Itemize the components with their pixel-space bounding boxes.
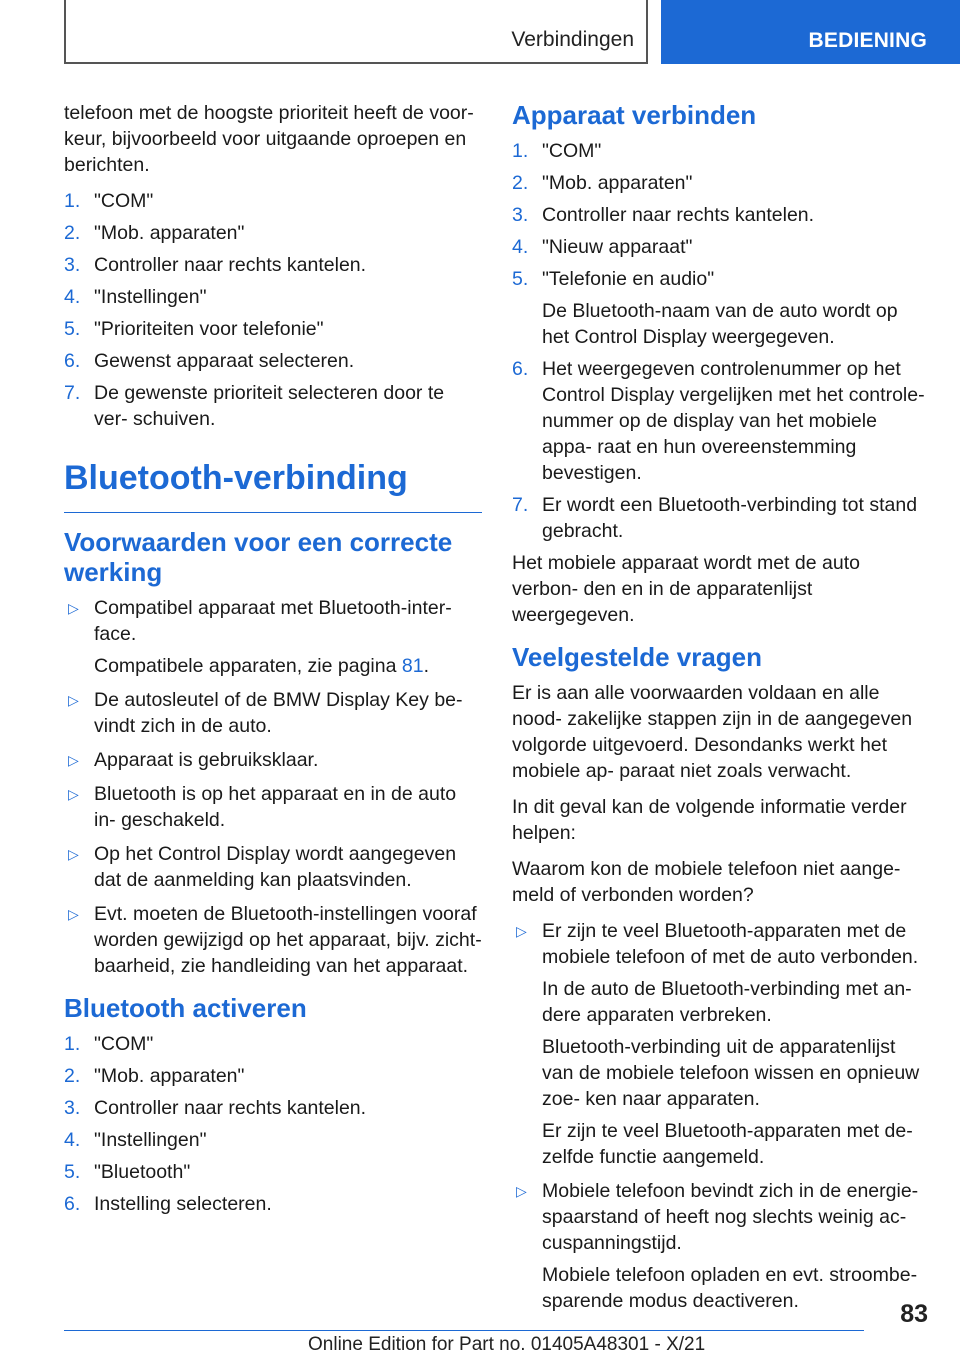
page-link[interactable]: 81 xyxy=(401,655,424,677)
item-subtext: Bluetooth-verbinding uit de apparatenlijst van de mobiele telefoon wissen en opnieuw zoe- ken naar apparaten. xyxy=(542,1036,920,1110)
list-item xyxy=(64,348,482,374)
item-text: Apparaat is gebruiksklaar. xyxy=(94,749,319,771)
triangle-bullet-icon: ▷ xyxy=(68,752,79,768)
list-item xyxy=(512,1178,928,1314)
step-text: "Instellingen" xyxy=(94,1129,207,1151)
step-text: "COM" xyxy=(542,140,602,162)
list-item xyxy=(512,918,928,1170)
list-item xyxy=(512,170,928,196)
step-text: "Mob. apparaten" xyxy=(542,172,693,194)
activate-steps-list xyxy=(64,1031,482,1217)
list-item xyxy=(512,138,928,164)
left-column xyxy=(64,100,482,1223)
list-item xyxy=(64,1159,482,1185)
list-item xyxy=(64,284,482,310)
step-text: Controller naar rechts kantelen. xyxy=(94,254,367,276)
header-section-title: Verbindingen xyxy=(511,28,634,51)
section-heading-bluetooth: Bluetooth-verbinding xyxy=(64,456,482,513)
list-item xyxy=(64,841,482,893)
step-number: 4. xyxy=(512,236,529,258)
step-text: "Telefonie en audio" xyxy=(542,268,715,290)
list-item xyxy=(64,1095,482,1121)
item-text: Compatibel apparaat met Bluetooth-inter- face. xyxy=(94,597,452,645)
priority-steps-list xyxy=(64,188,482,432)
triangle-bullet-icon: ▷ xyxy=(68,600,79,616)
subheading-activate: Bluetooth activeren xyxy=(64,993,307,1023)
list-item xyxy=(64,220,482,246)
step-number: 6. xyxy=(64,350,81,372)
item-text: Bluetooth is op het apparaat en in de auto in- geschakeld. xyxy=(94,783,457,831)
step-number: 1. xyxy=(512,140,529,162)
item-text: Mobiele telefoon bevindt zich in de energie- spaarstand of heeft nog slechts weinig ac- cuspanningstijd. xyxy=(542,1180,919,1254)
list-item xyxy=(64,188,482,214)
list-item xyxy=(64,380,482,432)
subheading-prerequisites: Voorwaarden voor een correcte werking xyxy=(64,527,453,587)
list-item xyxy=(64,687,482,739)
step-text: "COM" xyxy=(94,1033,154,1055)
faq-help-paragraph: In dit geval kan de volgende informatie verder helpen: xyxy=(512,796,907,844)
step-text: Controller naar rechts kantelen. xyxy=(94,1097,367,1119)
triangle-bullet-icon: ▷ xyxy=(68,692,79,708)
step-number: 3. xyxy=(512,204,529,226)
item-text: De autosleutel of de BMW Display Key be- vindt zich in de auto. xyxy=(94,689,463,737)
right-column xyxy=(512,100,928,1322)
step-text: "Mob. apparaten" xyxy=(94,1065,245,1087)
step-text: Controller naar rechts kantelen. xyxy=(542,204,815,226)
step-text: De gewenste prioriteit selecteren door te ver- schuiven. xyxy=(94,382,445,430)
page-number: 83 xyxy=(900,1300,928,1328)
faq-intro-paragraph: Er is aan alle voorwaarden voldaan en alle nood- zakelijke stappen zijn in de aangegeven volgorde uitgevoerd. Desondanks werkt het mobiele ap- paraat niet zoals verwacht. xyxy=(512,682,913,782)
step-text: "Prioriteiten voor telefonie" xyxy=(94,318,324,340)
step-number: 7. xyxy=(512,494,529,516)
triangle-bullet-icon: ▷ xyxy=(68,786,79,802)
step-text: Het weergegeven controlenummer op het Control Display vergelijken met het controle- nummer op de display van het mobiele appa- raat en hun overeenstemming bevestigen. xyxy=(542,358,925,484)
list-item xyxy=(512,266,928,350)
step-text: Er wordt een Bluetooth-verbinding tot stand gebracht. xyxy=(542,494,918,542)
triangle-bullet-icon: ▷ xyxy=(516,1183,527,1199)
list-item xyxy=(64,747,482,773)
item-subtext: Mobiele telefoon opladen en evt. stroombe- sparende modus deactiveren. xyxy=(542,1264,918,1312)
step-number: 1. xyxy=(64,190,81,212)
item-subtext: Er zijn te veel Bluetooth-apparaten met de- zelfde functie aangemeld. xyxy=(542,1120,913,1168)
step-number: 2. xyxy=(64,222,81,244)
list-item xyxy=(64,781,482,833)
item-text: Op het Control Display wordt aangegeven dat de aanmelding kan plaatsvinden. xyxy=(94,843,457,891)
step-text: "COM" xyxy=(94,190,154,212)
step-text: Instelling selecteren. xyxy=(94,1193,272,1215)
list-item xyxy=(64,1031,482,1057)
step-number: 5. xyxy=(64,318,81,340)
subtext-end: . xyxy=(423,655,430,677)
connect-result-paragraph: Het mobiele apparaat wordt met de auto verbon- den en in de apparatenlijst weergegeven. xyxy=(512,552,860,626)
step-text: Gewenst apparaat selecteren. xyxy=(94,350,355,372)
step-text: "Bluetooth" xyxy=(94,1161,191,1183)
item-subtext: In de auto de Bluetooth-verbinding met an- dere apparaten verbreken. xyxy=(542,978,912,1026)
step-number: 5. xyxy=(64,1161,81,1183)
list-item xyxy=(64,901,482,979)
subtext-body: Compatibele apparaten, zie pagina xyxy=(94,655,402,677)
triangle-bullet-icon: ▷ xyxy=(516,923,527,939)
step-number: 4. xyxy=(64,286,81,308)
list-item xyxy=(64,1063,482,1089)
step-text: "Nieuw apparaat" xyxy=(542,236,693,258)
list-item xyxy=(64,595,482,679)
step-number: 4. xyxy=(64,1129,81,1151)
header-chapter-title: BEDIENING xyxy=(808,29,927,52)
header-chapter-tab xyxy=(661,0,960,64)
list-item xyxy=(512,234,928,260)
triangle-bullet-icon: ▷ xyxy=(68,846,79,862)
faq-question-paragraph: Waarom kon de mobiele telefoon niet aange- meld of verbonden worden? xyxy=(512,858,901,906)
step-text: "Mob. apparaten" xyxy=(94,222,245,244)
step-number: 3. xyxy=(64,254,81,276)
list-item xyxy=(512,356,928,486)
list-item xyxy=(64,1127,482,1153)
step-subtext: De Bluetooth-naam van de auto wordt op het Control Display weergegeven. xyxy=(542,300,898,348)
list-item xyxy=(64,316,482,342)
step-number: 2. xyxy=(512,172,529,194)
prerequisites-list xyxy=(64,595,482,979)
subheading-connect: Apparaat verbinden xyxy=(512,100,757,130)
connect-steps-list xyxy=(512,138,928,544)
item-text: Er zijn te veel Bluetooth-apparaten met de mobiele telefoon of met de auto verbonden. xyxy=(542,920,919,968)
list-item xyxy=(512,202,928,228)
footer-edition-text: Online Edition for Part no. 01405A48301 - X/21 xyxy=(308,1334,706,1355)
step-number: 1. xyxy=(64,1033,81,1055)
item-subtext xyxy=(94,653,482,679)
header-section-box xyxy=(64,0,648,64)
step-number: 5. xyxy=(512,268,529,290)
item-text: Evt. moeten de Bluetooth-instellingen vooraf worden gewijzigd op het apparaat, bijv. zicht- baarheid, zie handleiding van het apparaat. xyxy=(94,903,482,977)
step-number: 6. xyxy=(64,1193,81,1215)
intro-paragraph: telefoon met de hoogste prioriteit heeft de voor- keur, bijvoorbeeld voor uitgaande oproepen en berichten. xyxy=(64,102,474,176)
list-item xyxy=(64,252,482,278)
list-item xyxy=(512,492,928,544)
faq-list xyxy=(512,918,928,1314)
list-item xyxy=(64,1191,482,1217)
step-text: "Instellingen" xyxy=(94,286,207,308)
footer-divider xyxy=(64,1330,864,1331)
subheading-faq: Veelgestelde vragen xyxy=(512,642,763,672)
step-number: 6. xyxy=(512,358,529,380)
step-number: 7. xyxy=(64,382,81,404)
step-number: 3. xyxy=(64,1097,81,1119)
triangle-bullet-icon: ▷ xyxy=(68,906,79,922)
step-number: 2. xyxy=(64,1065,81,1087)
